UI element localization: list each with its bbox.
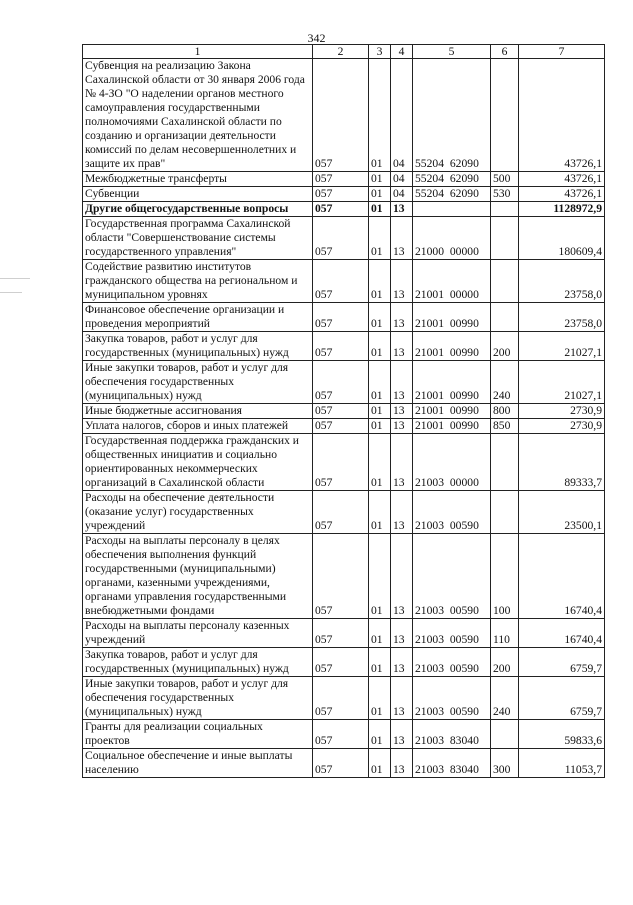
- expense-type-cell: 110: [491, 619, 519, 648]
- row-name-cell: Субвенция на реализацию Закона Сахалинской области от 30 января 2006 года № 4-ЗО "О наделении органов местного самоуправления государственными полномочиями Сахалинской области по созданию и организации деятельности комиссий по делам несовершеннолетних и защите их прав": [83, 59, 313, 172]
- row-name-cell: Закупка товаров, работ и услуг для государственных (муниципальных) нужд: [83, 648, 313, 677]
- table-row: [83, 217, 605, 260]
- subsection-cell: 13: [391, 677, 413, 720]
- target-article-cell: 21001 00990: [413, 419, 491, 434]
- table-row: [83, 332, 605, 361]
- code-cell: 057: [313, 619, 369, 648]
- subsection-cell: 13: [391, 404, 413, 419]
- row-name-cell: Субвенции: [83, 187, 313, 202]
- amount-cell: 180609,4: [519, 217, 605, 260]
- subsection-cell: 13: [391, 419, 413, 434]
- section-cell: 01: [369, 720, 391, 749]
- expense-type-cell: 530: [491, 187, 519, 202]
- column-header: 3: [369, 45, 391, 59]
- column-header: 7: [519, 45, 605, 59]
- target-article-cell: 21001 00990: [413, 332, 491, 361]
- row-name-cell: Другие общегосударственные вопросы: [83, 202, 313, 217]
- section-cell: 01: [369, 534, 391, 619]
- amount-cell: 43726,1: [519, 59, 605, 172]
- code-cell: 057: [313, 332, 369, 361]
- row-name-cell: Социальное обеспечение и иные выплаты населению: [83, 749, 313, 778]
- target-article-cell: 55204 62090: [413, 187, 491, 202]
- row-name-cell: Гранты для реализации социальных проектов: [83, 720, 313, 749]
- expense-type-cell: 200: [491, 648, 519, 677]
- subsection-cell: 04: [391, 187, 413, 202]
- section-cell: 01: [369, 491, 391, 534]
- expense-type-cell: [491, 303, 519, 332]
- row-name-cell: Уплата налогов, сборов и иных платежей: [83, 419, 313, 434]
- section-cell: 01: [369, 361, 391, 404]
- section-cell: 01: [369, 648, 391, 677]
- expense-type-cell: 200: [491, 332, 519, 361]
- target-article-cell: 21003 00590: [413, 648, 491, 677]
- section-cell: 01: [369, 332, 391, 361]
- amount-cell: 23758,0: [519, 260, 605, 303]
- row-name-cell: Закупка товаров, работ и услуг для государственных (муниципальных) нужд: [83, 332, 313, 361]
- row-name-cell: Государственная поддержка гражданских и общественных инициатив и социально ориентированных некоммерческих организаций в Сахалинской области: [83, 434, 313, 491]
- column-header: 2: [313, 45, 369, 59]
- target-article-cell: 21003 83040: [413, 720, 491, 749]
- row-name-cell: Государственная программа Сахалинской области "Совершенствование системы государственного управления": [83, 217, 313, 260]
- expense-type-cell: [491, 491, 519, 534]
- table-row: [83, 172, 605, 187]
- target-article-cell: 55204 62090: [413, 172, 491, 187]
- section-cell: 01: [369, 434, 391, 491]
- expense-type-cell: [491, 202, 519, 217]
- section-cell: 01: [369, 303, 391, 332]
- amount-cell: 43726,1: [519, 187, 605, 202]
- table-row: [83, 534, 605, 619]
- scan-artifact: [0, 292, 22, 293]
- amount-cell: 23500,1: [519, 491, 605, 534]
- target-article-cell: 21003 83040: [413, 749, 491, 778]
- expense-type-cell: 800: [491, 404, 519, 419]
- page-number: 342: [307, 31, 326, 45]
- code-cell: 057: [313, 749, 369, 778]
- row-name-cell: Иные бюджетные ассигнования: [83, 404, 313, 419]
- code-cell: 057: [313, 187, 369, 202]
- target-article-cell: 21003 00000: [413, 434, 491, 491]
- row-name-cell: Расходы на выплаты персоналу в целях обеспечения выполнения функций государственными (муниципальными) органами, казенными учреждениями, органами управления государственными внебюджетными фондами: [83, 534, 313, 619]
- subsection-cell: 13: [391, 749, 413, 778]
- table-row: [83, 648, 605, 677]
- table-row: [83, 720, 605, 749]
- subsection-cell: 04: [391, 172, 413, 187]
- subsection-cell: 13: [391, 534, 413, 619]
- subsection-cell: 13: [391, 303, 413, 332]
- row-name-cell: Иные закупки товаров, работ и услуг для обеспечения государственных (муниципальных) нужд: [83, 677, 313, 720]
- code-cell: 057: [313, 172, 369, 187]
- amount-cell: 1128972,9: [519, 202, 605, 217]
- table-row: [83, 202, 605, 217]
- expense-type-cell: 300: [491, 749, 519, 778]
- table-row: [83, 749, 605, 778]
- amount-cell: 43726,1: [519, 172, 605, 187]
- row-name-cell: Иные закупки товаров, работ и услуг для обеспечения государственных (муниципальных) нужд: [83, 361, 313, 404]
- budget-table: [82, 44, 605, 778]
- subsection-cell: 13: [391, 434, 413, 491]
- section-cell: 01: [369, 619, 391, 648]
- target-article-cell: 21003 00590: [413, 534, 491, 619]
- table-row: [83, 677, 605, 720]
- code-cell: 057: [313, 260, 369, 303]
- subsection-cell: 13: [391, 260, 413, 303]
- subsection-cell: 04: [391, 59, 413, 172]
- subsection-cell: 13: [391, 619, 413, 648]
- subsection-cell: 13: [391, 332, 413, 361]
- target-article-cell: 21003 00590: [413, 619, 491, 648]
- target-article-cell: 21001 00990: [413, 303, 491, 332]
- section-cell: 01: [369, 172, 391, 187]
- code-cell: 057: [313, 361, 369, 404]
- section-cell: 01: [369, 187, 391, 202]
- expense-type-cell: 850: [491, 419, 519, 434]
- code-cell: 057: [313, 720, 369, 749]
- amount-cell: 21027,1: [519, 332, 605, 361]
- table-row: [83, 434, 605, 491]
- target-article-cell: 21003 00590: [413, 677, 491, 720]
- expense-type-cell: [491, 59, 519, 172]
- row-name-cell: Межбюджетные трансферты: [83, 172, 313, 187]
- target-article-cell: 21001 00990: [413, 404, 491, 419]
- expense-type-cell: [491, 720, 519, 749]
- code-cell: 057: [313, 202, 369, 217]
- code-cell: 057: [313, 434, 369, 491]
- amount-cell: 2730,9: [519, 419, 605, 434]
- expense-type-cell: 500: [491, 172, 519, 187]
- table-row: [83, 59, 605, 172]
- table-row: [83, 404, 605, 419]
- table-row: [83, 361, 605, 404]
- table-header-row: [83, 45, 605, 59]
- code-cell: 057: [313, 59, 369, 172]
- code-cell: 057: [313, 534, 369, 619]
- subsection-cell: 13: [391, 648, 413, 677]
- subsection-cell: 13: [391, 491, 413, 534]
- table-row: [83, 303, 605, 332]
- target-article-cell: 21001 00000: [413, 260, 491, 303]
- code-cell: 057: [313, 404, 369, 419]
- expense-type-cell: [491, 260, 519, 303]
- section-cell: 01: [369, 59, 391, 172]
- row-name-cell: Расходы на обеспечение деятельности (оказание услуг) государственных учреждений: [83, 491, 313, 534]
- code-cell: 057: [313, 648, 369, 677]
- code-cell: 057: [313, 491, 369, 534]
- amount-cell: 23758,0: [519, 303, 605, 332]
- section-cell: 01: [369, 419, 391, 434]
- code-cell: 057: [313, 303, 369, 332]
- expense-type-cell: 100: [491, 534, 519, 619]
- target-article-cell: 21000 00000: [413, 217, 491, 260]
- table-row: [83, 491, 605, 534]
- target-article-cell: 21001 00990: [413, 361, 491, 404]
- column-header: 4: [391, 45, 413, 59]
- section-cell: 01: [369, 260, 391, 303]
- subsection-cell: 13: [391, 202, 413, 217]
- subsection-cell: 13: [391, 720, 413, 749]
- amount-cell: 59833,6: [519, 720, 605, 749]
- row-name-cell: Содействие развитию институтов гражданского общества на региональном и муниципальном уровнях: [83, 260, 313, 303]
- table-body: [83, 59, 605, 778]
- amount-cell: 2730,9: [519, 404, 605, 419]
- expense-type-cell: [491, 217, 519, 260]
- amount-cell: 89333,7: [519, 434, 605, 491]
- amount-cell: 6759,7: [519, 677, 605, 720]
- expense-type-cell: 240: [491, 677, 519, 720]
- section-cell: 01: [369, 217, 391, 260]
- row-name-cell: Финансовое обеспечение организации и проведения мероприятий: [83, 303, 313, 332]
- code-cell: 057: [313, 217, 369, 260]
- row-name-cell: Расходы на выплаты персоналу казенных учреждений: [83, 619, 313, 648]
- amount-cell: 11053,7: [519, 749, 605, 778]
- column-header: 6: [491, 45, 519, 59]
- amount-cell: 16740,4: [519, 534, 605, 619]
- code-cell: 057: [313, 677, 369, 720]
- target-article-cell: 21003 00590: [413, 491, 491, 534]
- amount-cell: 6759,7: [519, 648, 605, 677]
- subsection-cell: 13: [391, 217, 413, 260]
- table-row: [83, 419, 605, 434]
- expense-type-cell: [491, 434, 519, 491]
- amount-cell: 16740,4: [519, 619, 605, 648]
- column-header: 1: [83, 45, 313, 59]
- table-row: [83, 187, 605, 202]
- expense-type-cell: 240: [491, 361, 519, 404]
- code-cell: 057: [313, 419, 369, 434]
- subsection-cell: 13: [391, 361, 413, 404]
- scan-artifact: [0, 278, 30, 279]
- section-cell: 01: [369, 749, 391, 778]
- section-cell: 01: [369, 677, 391, 720]
- amount-cell: 21027,1: [519, 361, 605, 404]
- target-article-cell: [413, 202, 491, 217]
- column-header: 5: [413, 45, 491, 59]
- table-row: [83, 619, 605, 648]
- section-cell: 01: [369, 404, 391, 419]
- target-article-cell: 55204 62090: [413, 59, 491, 172]
- table-row: [83, 260, 605, 303]
- section-cell: 01: [369, 202, 391, 217]
